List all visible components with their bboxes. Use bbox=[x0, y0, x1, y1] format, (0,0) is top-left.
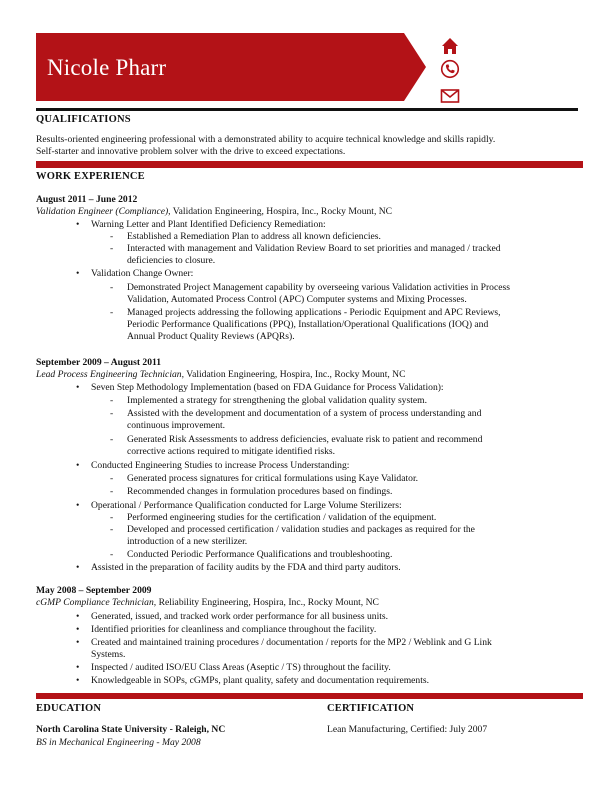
job-3-company: Reliability Engineering, Hospira, Inc., Rocky Mount, NC bbox=[156, 597, 379, 608]
job-1-role: Validation Engineer (Compliance), bbox=[36, 206, 171, 217]
education-degree: BS in Mechanical Engineering - May 2008 bbox=[36, 737, 201, 748]
job-1-dates: August 2011 – June 2012 bbox=[36, 194, 138, 205]
job-2-title bbox=[36, 369, 406, 380]
phone-icon[interactable] bbox=[440, 59, 460, 79]
home-icon[interactable] bbox=[440, 36, 460, 56]
job-3-title bbox=[36, 597, 379, 608]
mail-icon[interactable] bbox=[440, 86, 460, 106]
job-3-role: cGMP Compliance Technician, bbox=[36, 597, 157, 608]
job-1-company: Validation Engineering, Hospira, Inc., Rocky Mount, NC bbox=[170, 206, 393, 217]
education-school: North Carolina State University - Raleigh, NC bbox=[36, 724, 226, 735]
job-3-dates: May 2008 – September 2009 bbox=[36, 585, 152, 596]
qualifications-line-1: Results-oriented engineering professional with a demonstrated ability to acquire technical knowledge and skills rapidly. bbox=[36, 134, 496, 145]
certification-heading: CERTIFICATION bbox=[327, 703, 415, 714]
certification-item: Lean Manufacturing, Certified: July 2007 bbox=[327, 724, 488, 735]
job-2-company: Validation Engineering, Hospira, Inc., Rocky Mount, NC bbox=[183, 369, 406, 380]
header-divider bbox=[36, 108, 578, 111]
work-experience-heading: WORK EXPERIENCE bbox=[36, 171, 145, 182]
qualifications-text bbox=[36, 134, 582, 158]
job-1-title bbox=[36, 206, 392, 217]
qualifications-line-2: Self-starter and innovative problem solver with the drive to exceed expectations. bbox=[36, 146, 346, 157]
job-2-dates: September 2009 – August 2011 bbox=[36, 357, 162, 368]
job-2-role: Lead Process Engineering Technician, bbox=[36, 369, 184, 380]
section-divider bbox=[36, 161, 583, 168]
resume-page: Nicole Pharr QUALIFICATIONS Results-oriented engineering professional with a demonstrated ability to acquire technical knowledge and skills rapidly. Self-starter and innovative problem solver with the drive to exceed expectations. WORK EXPERIENCE August 2011 – June 2012 Validation Engineer (Compliance), Validation Engineering, Hospira, Inc., Rocky Mount, NC • Warning Letter and Plant Identified Deficiency Remediation: - Established a Remediation Plan to address all known deficiencies. - Interacted with management and Validation Review Board to set priorities and managed / tracked deficiencies to closure. • Validation Change Owner: - Demonstrated Project Management capability by overseeing various Validation activities in Process Validation, Automated Process Control (APC) Computer systems and Mixing Processes. - Managed projects addressing the following applications - Periodic Equipment and APC Reviews, Periodic Performance Qualifications (PPQ), Installation/Operational Qualifications (IOQ) and Annual Product Quality Reviews (APQRs). September 2009 – August 2011 Lead Process Engineering Technician, Validation Engineering, Hospira, Inc., Rocky Mount, NC • Seven Step Methodology Implementation (based on FDA Guidance for Process Validation): - Implemented a strategy for strengthening the global validation quality system. - Assisted with the development and documentation of a system of process understanding and continuous improvement. - Generated Risk Assessments to address deficiencies, evaluate risk to patient and recommend corrective actions required to mitigate identified risks. • Conducted Engineering Studies to increase Process Understanding: - Generated process signatures for critical formulations using Kaye Validator. - Recommended changes in formulation procedures based on findings. • Operational / Performance Qualification conducted for Large Volume Sterilizers: - Performed engineering studies for the certification / validation of the equipment. - Developed and processed certification / validation studies and packages as required for the introduction of a new sterilizer. - Conducted Periodic Performance Qualifications and troubleshooting. • Assisted in the preparation of facility audits by the FDA and third party auditors. May 2008 – September 2009 cGMP Compliance Technician, Reliability Engineering, Hospira, Inc., Rocky Mount, NC • Generated, issued, and tracked work order performance for all business units. • Identified priorities for cleanliness and compliance throughout the facility. • Created and maintained training procedures / documentation / reports for the MP2 / Weblink and G Link Systems. • Inspected / audited ISO/EU Class Areas (Aseptic / TS) throughout the facility. • Knowledgeable in SOPs, cGMPs, plant quality, safety and documentation requirements. EDUCATION CERTIFICATION North Carolina State University - Raleigh, NC BS in Mechanical Engineering - May 2008 Lean Manufacturing, Certified: July 2007 bbox=[0, 0, 612, 792]
candidate-name: Nicole Pharr bbox=[47, 55, 167, 80]
education-heading: EDUCATION bbox=[36, 703, 102, 714]
section-divider bbox=[36, 693, 583, 699]
qualifications-heading: QUALIFICATIONS bbox=[36, 114, 131, 125]
